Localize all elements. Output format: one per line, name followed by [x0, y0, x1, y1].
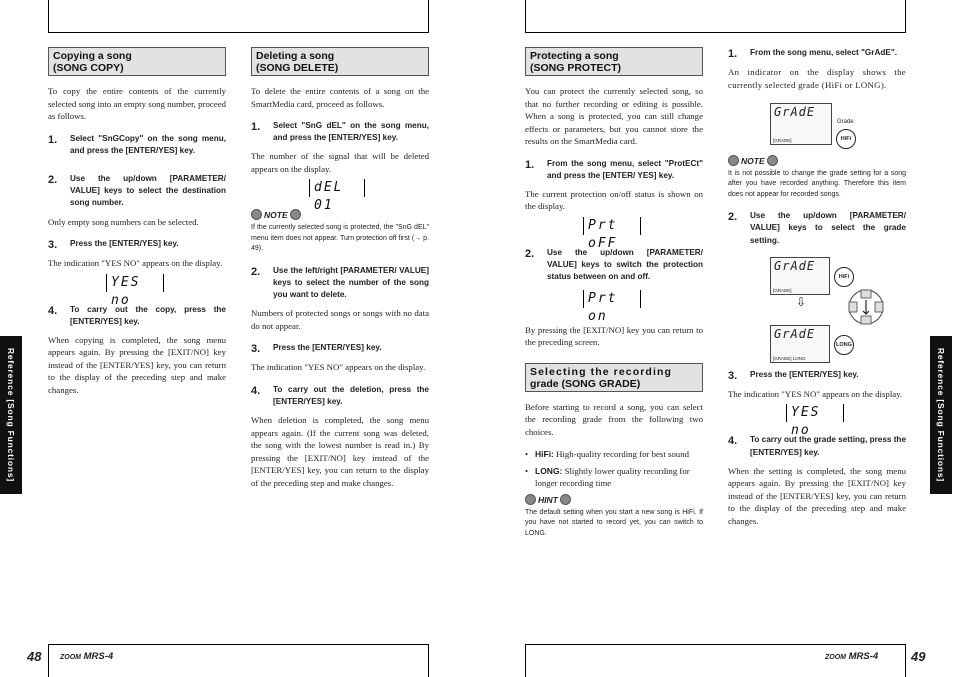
step-2-body: Only empty song numbers can be selected. [48, 216, 199, 227]
note-text: If the currently selected song is protected, the "SnG dEL" menu item does not appear. Turn protection off first (→ p. 49). [251, 224, 429, 253]
step-1: 1. Select "SnG dEL" on the song menu, and press the [ENTER/YES] key. [251, 121, 429, 143]
right-page-number: 49 [911, 649, 926, 664]
section-title: Deleting a song (SONG DELETE) [251, 47, 429, 76]
step-1: 1. From the song menu, select "GrAdE". [728, 48, 897, 60]
grade-section-title: Selecting the recording grade (SONG GRADE) [525, 363, 703, 392]
grade-display-hifi: GrAdE [GRADE] [770, 257, 830, 295]
step-4: 4. To carry out the grade setting, press the [ENTER/YES] key. [728, 435, 906, 457]
intro-text: You can protect the currently selected song, so that no further recording or editing is possible. When a song is protected, you can still change effects or parameters, but you cannot store the results on the SmartMedia card. [525, 86, 703, 146]
grade-switch-figure [728, 253, 906, 369]
section-title: Copying a song (SONG COPY) [48, 47, 226, 76]
bullet-hifi: • HiFi: High-quality recording for best sound [525, 449, 689, 460]
note-header: NOTE [251, 209, 429, 220]
lcd-protect-on: Prt on [583, 290, 641, 308]
intro-text: To delete the entire contents of a song on the SmartMedia card, proceed as follows. [251, 86, 429, 109]
step-1-body: The current protection on/off status is shown on the display. [525, 188, 703, 212]
parameter-keys-icon [846, 287, 886, 327]
note-dot-icon [728, 155, 739, 166]
grade-intro-text: Before starting to record a song, you can select the recording grade from the following two choices. [525, 401, 703, 437]
step-3-body: The indication "YES NO" appears on the display. [48, 258, 223, 269]
right-side-tab: Reference [Song Functions] [930, 336, 952, 494]
step-4: 4. To carry out the copy, press the [ENTER/YES] key. [48, 304, 226, 326]
song-copy-section [48, 47, 226, 406]
left-side-tab: Reference [Song Functions] [0, 336, 22, 494]
step-1: 1. From the song menu, select "ProtECt" and press the [ENTER/ YES] key. [525, 158, 703, 180]
note-dot-icon [251, 209, 262, 220]
hint-dot-icon [525, 494, 536, 505]
step-1-body: An indicator on the display shows the currently selected grade (HiFi or LONG). [728, 67, 906, 90]
grade-display: GrAdE [GRADE] [770, 103, 832, 145]
left-page-header-frame [48, 0, 429, 33]
lcd-yes-no: YES no [106, 274, 164, 292]
grade-label: Grade [837, 119, 854, 125]
hifi-badge: HiFi [834, 267, 854, 287]
grade-display-long: GrAdE [GRADE] LONG [770, 325, 830, 363]
step-1-body: The number of the signal that will be deleted appears on the display. [251, 151, 429, 174]
step-3: 3. Press the [ENTER/YES] key. [251, 343, 382, 356]
hint-dot-icon [560, 494, 571, 505]
step-4: 4. To carry out the deletion, press the [ENTER/YES] key. [251, 384, 429, 406]
song-protect-section [525, 47, 703, 549]
intro-text: To copy the entire contents of the currently selected song into an empty song number, proceed as follows. [48, 86, 226, 121]
song-delete-section [251, 47, 429, 499]
left-page-number: 48 [27, 649, 42, 664]
note-header: NOTE [728, 155, 906, 166]
step-2: 2. Use the up/down [PARAMETER/ VALUE] keys to select the destination song number. [48, 173, 226, 208]
left-footer-brand: ZOOM MRS-4 [60, 651, 114, 662]
grade-display-figure [728, 101, 906, 153]
step-4-body: When deletion is completed, the song menu appears again. (If the current song was deleted, the song with the lowest number is read in.) By pressing the [EXIT/NO] key instead of the [ENTER/YES] key, you can return to the display of the preceding step and make changes. [251, 415, 429, 488]
bullet-long: • LONG: Slightly lower quality recording for longer recording time [525, 466, 690, 489]
arrow-down-icon: ⇩ [796, 294, 807, 309]
step-2: 2. Use the up/down [PARAMETER/ VALUE] keys to select the grade setting. [728, 211, 906, 245]
step-3: 3. Press the [ENTER/YES] key. [728, 369, 859, 382]
step-3: 3. Press the [ENTER/YES] key. [48, 239, 179, 252]
step-1: 1. Select "SnGCopy" on the song menu, and press the [ENTER/YES] key. [48, 133, 226, 155]
lcd-protect-off: Prt oFF [583, 217, 641, 235]
step-3-body: The indication "YES NO" appears on the display. [728, 388, 903, 399]
lcd-delete: dEL 01 [309, 179, 365, 197]
note-text: It is not possible to change the grade setting for a song after you have recorded anything. Therefore this item does not appear for recorded songs. [728, 170, 906, 198]
hint-header: HINT [525, 494, 703, 505]
step-2: 2. Use the up/down [PARAMETER/ VALUE] keys to switch the protection status between on and off. [525, 247, 703, 282]
right-footer-brand: ZOOM MRS-4 [825, 651, 879, 662]
step-2: 2. Use the left/right [PARAMETER/ VALUE] keys to select the number of the song you want to delete. [251, 265, 429, 300]
hifi-badge: HiFi [836, 129, 856, 149]
step-3-body: The indication "YES NO" appears on the display. [251, 362, 426, 373]
lcd-yes-no: YES no [786, 404, 844, 422]
section-title: Protecting a song (SONG PROTECT) [525, 47, 703, 76]
hint-text: The default setting when you start a new song is HiFi. If you have not started to record yet, you can switch to LONG. [525, 509, 703, 537]
note-dot-icon [767, 155, 778, 166]
step-2-body: By pressing the [EXIT/NO] key you can return to the preceding screen. [525, 324, 703, 348]
note-dot-icon [290, 209, 301, 220]
long-badge: LONG [834, 335, 854, 355]
step-4-body: When the setting is completed, the song menu appears again. By pressing the [EXIT/NO] key instead of the [ENTER/YES] key, you can return to the display of the preceding step and make changes. [728, 465, 906, 526]
right-page-header-frame [525, 0, 906, 33]
step-4-body: When copying is completed, the song menu appears again. By pressing the [EXIT/NO] key instead of the [ENTER/YES] key, you can return to the display of the preceding step and make changes. [48, 334, 226, 395]
step-2-body: Numbers of protected songs or songs with no data do not appear. [251, 308, 429, 331]
song-grade-steps [728, 47, 906, 537]
